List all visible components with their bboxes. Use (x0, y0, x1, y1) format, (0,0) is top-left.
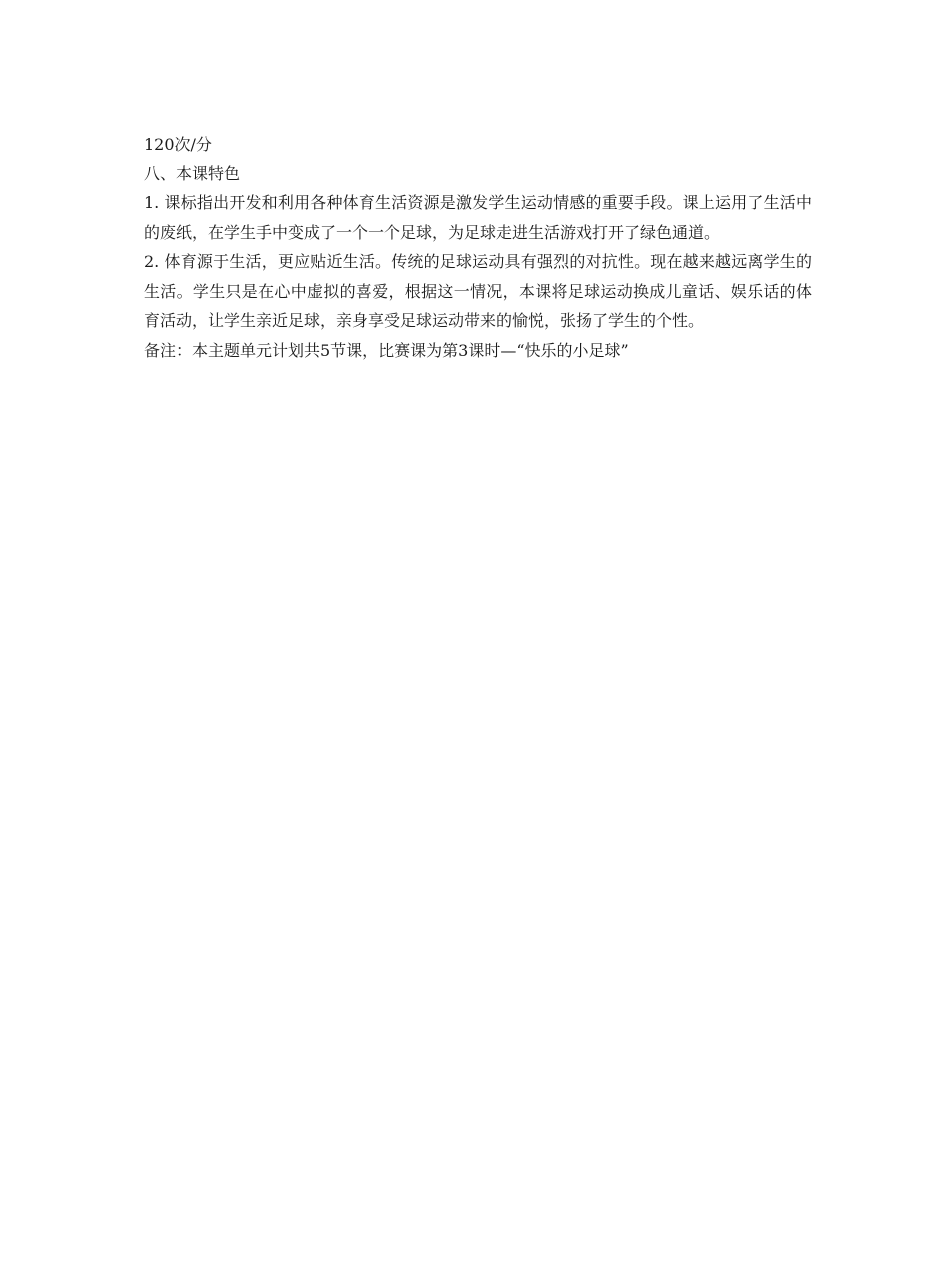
paragraph-2: 2. 体育源于生活，更应贴近生活。传统的足球运动具有强烈的对抗性。现在越来越远离学生的生活。学生只是在心中虚拟的喜爱，根据这一情况，本课将足球运动换成儿童话、娱乐话的体育活动，让学生亲近足球，亲身享受足球运动带来的愉悦，张扬了学生的个性。 (144, 252, 812, 330)
paragraph-1: 1. 课标指出开发和利用各种体育生活资源是激发学生运动情感的重要手段。课上运用了生活中的废纸，在学生手中变成了一个一个足球，为足球走进生活游戏打开了绿色通道。 (144, 193, 812, 242)
note-line: 备注：本主题单元计划共5节课，比赛课为第3课时—“快乐的小足球” (144, 340, 629, 360)
rate-line: 120次/分 (144, 135, 212, 154)
section-heading: 八、本课特色 (144, 164, 241, 183)
document-body (144, 130, 812, 365)
